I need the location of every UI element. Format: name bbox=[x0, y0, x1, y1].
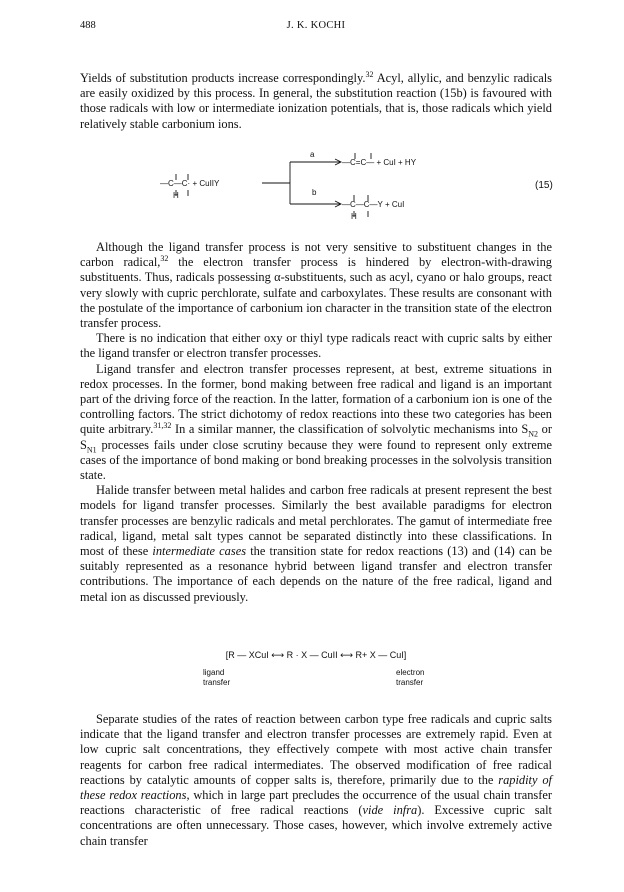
para6-text: Separate studies of the rates of reaction between carbon type free radicals and cupric salts indicate that the ligand transfer and electron transfer processes are extremely rapid. Even at low cupric salt concentrations, they effectively compete with most active chain transfer reagents for carbon free radical intermediates. The observed modification of free radical reactions by catalytic amounts of copper salts is, therefore, primarily due to the bbox=[80, 712, 552, 787]
para5-text: Halide transfer between metal halides and carbon free radicals at present represent the best models for ligand transfer processes. Similarly the best available paradigms for electron transfer processes are benzylic radicals and metal perchlorates. The gamut of intermediate free radical, ligand, metal salt types cannot be separated distinctly into these classifications. In most of these bbox=[80, 483, 552, 559]
ligand-label-1: ligand bbox=[203, 668, 225, 677]
para1-text: Yields of substitution products increase correspondingly. bbox=[80, 71, 366, 85]
equation-number: (15) bbox=[535, 180, 553, 191]
para4-text4: processes fails under close scrutiny because they were found to represent only extreme cases of the importance of bond making or bond breaking processes in the solvolysis transition state. bbox=[80, 437, 552, 483]
paragraph-5 bbox=[80, 483, 552, 605]
product-a bbox=[342, 153, 417, 167]
ligand-label-2: transfer bbox=[203, 678, 231, 687]
paragraph-6 bbox=[80, 712, 552, 849]
page-header bbox=[80, 20, 552, 36]
page-number: 488 bbox=[80, 20, 96, 31]
electron-label-1: electron bbox=[396, 668, 425, 677]
running-head: J. K. KOCHI bbox=[286, 20, 346, 31]
equation-15-figure bbox=[80, 152, 552, 244]
reactant-left-text: —C—C· + CuIIY bbox=[160, 179, 220, 188]
paragraph-4 bbox=[80, 362, 552, 484]
para5-text2: the transition state for redox reactions (13) and (14) can be suitably represented as a resonance hybrid between ligand transfer and electron transfer contributions. The importance of each depends on the nature of the free radical, ligand and metal ion as discussed previously. bbox=[80, 544, 553, 604]
para1-text2: Acyl, allylic, and benzylic radicals are easily oxidized by this process. In general, the substitution reaction (15b) is favoured with those radicals with low or intermediate ionization potentials, that is, those radicals which yield relatively stable carbonium ions. bbox=[80, 71, 552, 131]
para4-text: Ligand transfer and electron transfer processes represent, at best, extreme situations in redox processes. In the former, bond making between free radical and ligand is an important part of the driving force of the reaction. In the latter, formation of a carbonium ion is one of the controlling factors. The strict dichotomy of redox reactions into these two categories has been quite arbitrary. bbox=[80, 361, 552, 437]
citation-ref: 31,32 bbox=[153, 421, 172, 431]
label-b: b bbox=[312, 188, 317, 197]
para2-text2: the electron transfer process is hindered by electron-with-drawing substituents. Thus, radicals possessing α-substituents, such as acyl, cyano or halo groups, react very slowly with cupric perchlorate, sulfate and carboxylates. These results are consonant with the postulate of the importance of carbonium ion character in the transition state of the electron transfer process. bbox=[80, 255, 552, 331]
product-a-text: —C=C— + CuI + HY bbox=[342, 158, 417, 167]
para6-text2: which in large part precludes the occurrence of the usual chain transfer reactions characteristic of free radical reactions ( bbox=[80, 788, 552, 818]
electron-label-2: transfer bbox=[396, 678, 424, 687]
para6-text3: ). Excessive cupric salt concentrations are often unnecessary. Those cases, however, which involve extremely active chain transfer bbox=[80, 803, 552, 848]
subscript-sn1: N1 bbox=[86, 445, 97, 455]
paragraph-1 bbox=[80, 71, 552, 132]
resonance-hybrid bbox=[80, 648, 552, 692]
hybrid-formula: [R — XCuI ⟷ R · X — CuII ⟷ R+ X — CuI] bbox=[225, 650, 407, 660]
h-label-b: H bbox=[351, 212, 357, 221]
para6-italic: rapidity of these redox reactions, bbox=[80, 772, 552, 803]
paragraph-3 bbox=[80, 331, 552, 361]
product-b-text: —C—C—Y + CuI bbox=[342, 200, 405, 209]
citation-ref: 32 bbox=[365, 69, 374, 79]
para5-italic: intermediate cases bbox=[152, 544, 247, 559]
subscript-sn2: N2 bbox=[528, 429, 539, 439]
para2-text: Although the ligand transfer process is not very sensitive to substituent changes in the carbon radical, bbox=[80, 240, 552, 270]
left-reactant bbox=[160, 174, 220, 200]
para4-text2: In a similar manner, the classification of solvolytic mechanisms into S bbox=[171, 422, 529, 437]
label-a: a bbox=[310, 152, 315, 159]
para6-italic2: vide infra bbox=[362, 803, 418, 818]
para3-text: There is no indication that either oxy or thiyl type radicals react with cupric salts by either the ligand transfer or electron transfer processes. bbox=[80, 331, 552, 361]
paragraph-2 bbox=[80, 240, 552, 605]
branch-arrows bbox=[262, 152, 341, 207]
product-b bbox=[342, 195, 404, 221]
citation-ref: 32 bbox=[160, 254, 169, 264]
h-label-left: H bbox=[173, 191, 179, 200]
para4-text3: or S bbox=[80, 422, 553, 452]
